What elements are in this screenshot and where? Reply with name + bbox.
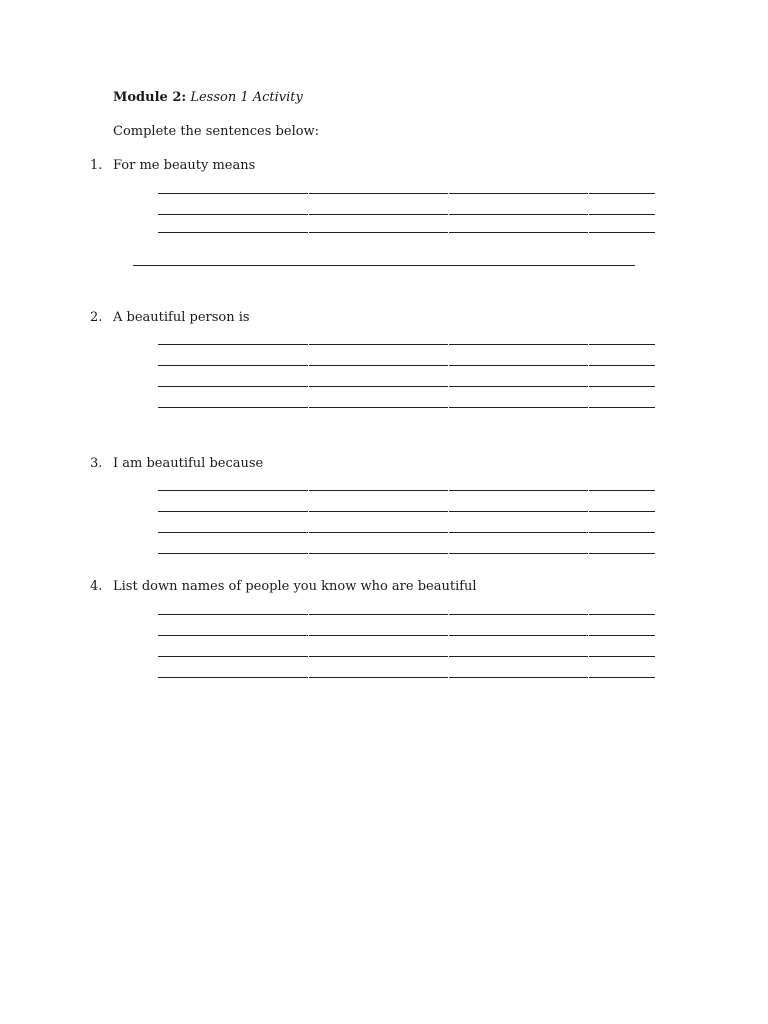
question-1-answer-line-4[interactable] — [133, 265, 635, 266]
question-1-answer-line-2[interactable] — [158, 214, 655, 215]
question-4-answer-line-1[interactable] — [158, 614, 655, 615]
question-1-text: For me beauty means — [113, 158, 256, 173]
question-3-answer-line-1[interactable] — [158, 490, 655, 491]
question-3-answer-line-4[interactable] — [158, 553, 655, 554]
question-3-text: I am beautiful because — [113, 456, 264, 471]
question-3-answer-line-2[interactable] — [158, 511, 655, 512]
instruction-text: Complete the sentences below: — [113, 124, 320, 139]
question-2-answer-line-1[interactable] — [158, 344, 655, 345]
question-4-answer-line-3[interactable] — [158, 656, 655, 657]
question-4-answer-line-4[interactable] — [158, 677, 655, 678]
question-2-number: 2. — [90, 310, 103, 325]
module-title — [113, 90, 303, 106]
question-1-answer-line-3[interactable] — [158, 232, 655, 233]
question-3-answer-line-3[interactable] — [158, 532, 655, 533]
question-2-text: A beautiful person is — [113, 310, 250, 325]
question-2-answer-line-3[interactable] — [158, 386, 655, 387]
lesson-label: Lesson 1 Activity — [190, 90, 303, 105]
question-3-number: 3. — [90, 456, 103, 471]
question-2-answer-line-4[interactable] — [158, 407, 655, 408]
question-1-answer-line-1[interactable] — [158, 193, 655, 194]
question-4-number: 4. — [90, 579, 103, 594]
question-2-answer-line-2[interactable] — [158, 365, 655, 366]
question-4-text: List down names of people you know who are beautiful — [113, 579, 477, 594]
module-label: Module 2: — [113, 90, 187, 105]
question-1-number: 1. — [90, 158, 103, 173]
question-4-answer-line-2[interactable] — [158, 635, 655, 636]
